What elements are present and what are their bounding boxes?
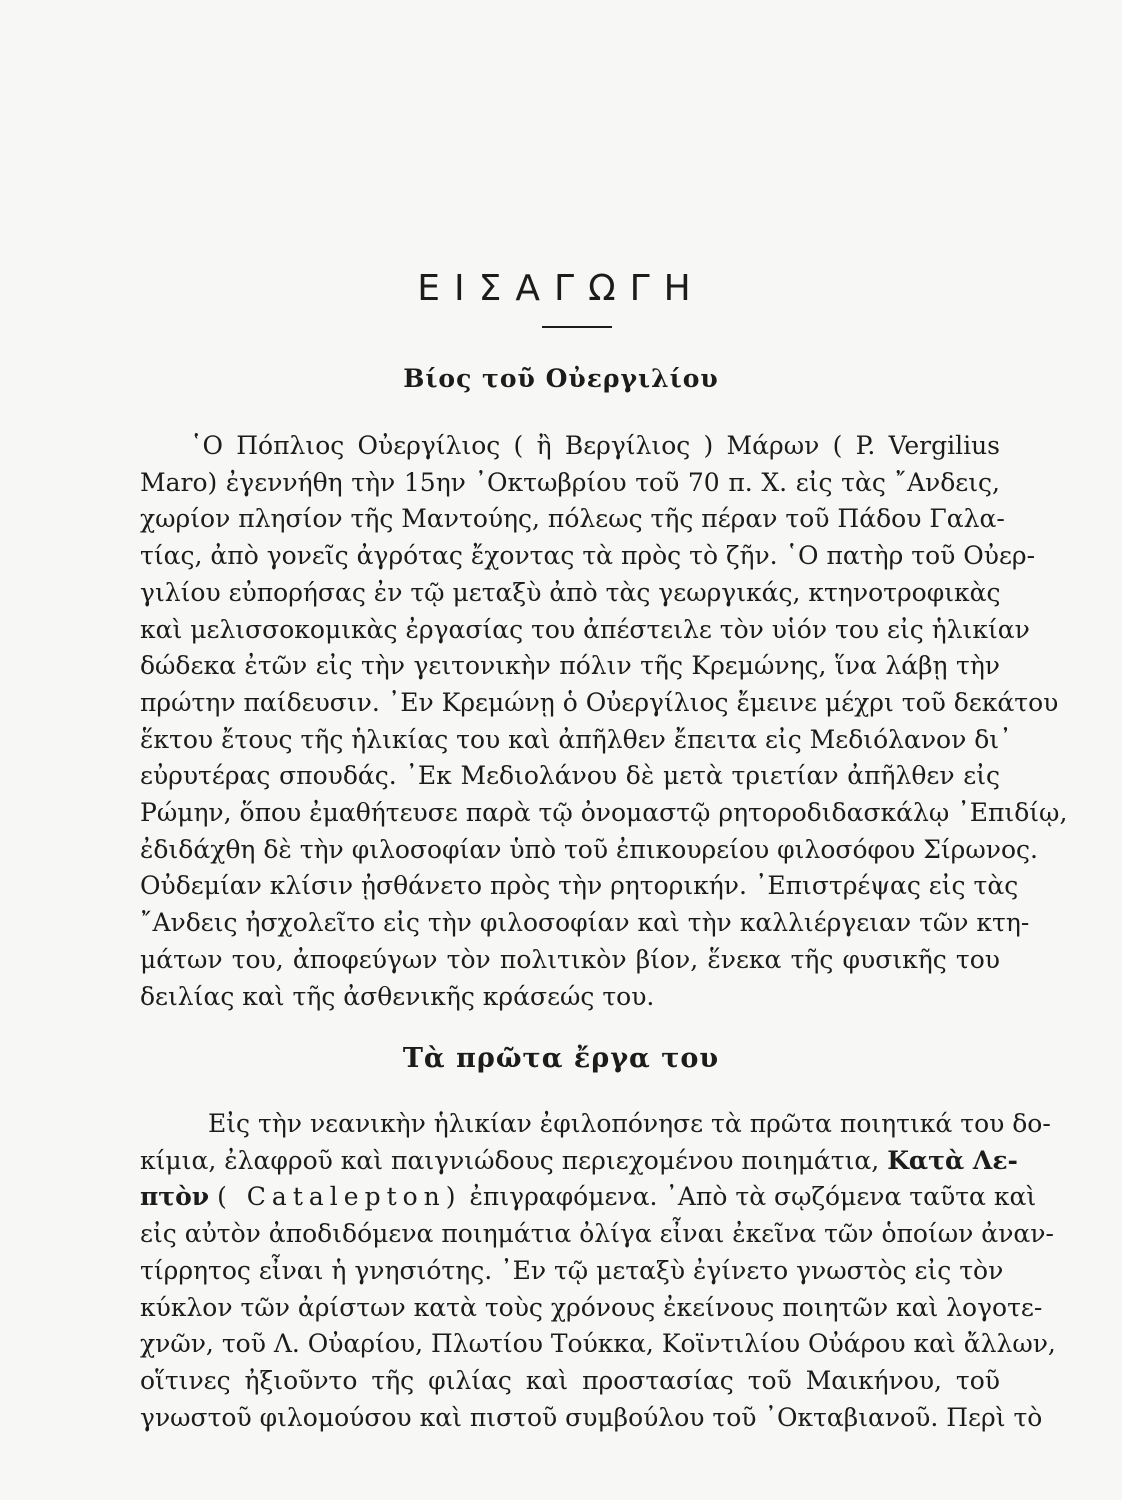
text-line: δώδεκα ἐτῶν εἰς τὴν γειτονικὴν πόλιν τῆς Κρεμώνης, ἵνα λάβῃ τὴν	[140, 651, 1000, 681]
text-line: Οὐδεμίαν κλίσιν ᾐσθάνετο πρὸς τὴν ρητορικήν. ᾿Επιστρέψας εἰς τὰς	[140, 871, 1019, 901]
text-line: τίρρητος εἶναι ἡ γνησιότης. ᾿Εν τῷ μεταξὺ ἐγίνετο γνωστὸς εἰς τὸν	[140, 1255, 1004, 1285]
text-line	[140, 1179, 1037, 1216]
paragraph-early-works	[140, 1106, 1056, 1436]
section-heading-life: Βίος τοῦ Οὐεργιλίου	[403, 364, 719, 393]
section-heading-early-works: Τὰ πρῶτα ἔργα του	[402, 1043, 720, 1074]
text-line	[140, 1143, 1018, 1180]
bold-title: Κατὰ Λε-	[887, 1145, 1018, 1175]
text-line: χωρίον πλησίον τῆς Μαντούης, πόλεως τῆς πέραν τοῦ Πάδου Γαλα-	[140, 504, 1005, 534]
text-segment: κίμια, ἐλαφροῦ καὶ παιγνιώδους περιεχομένου ποιημάτια,	[140, 1145, 880, 1175]
bold-title: πτὸν	[140, 1182, 210, 1212]
text-line: καὶ μελισσοκομικὰς ἐργασίας του ἀπέστειλε τὸν υἱόν του εἰς ἡλικίαν	[140, 614, 1030, 644]
text-line: τίας, ἀπὸ γονεῖς ἀγρότας ἔχοντας τὰ πρὸς τὸ ζῆν. ῾Ο πατὴρ τοῦ Οὐερ-	[140, 541, 1036, 571]
paragraph-life	[140, 428, 1068, 1015]
text-line: Maro) ἐγεννήθη τὴν 15ην ᾿Οκτωβρίου τοῦ 70 π. Χ. εἰς τὰς ῎Ανδεις,	[140, 467, 1000, 497]
text-line: δειλίας καὶ τῆς ἀσθενικῆς κράσεώς του.	[140, 981, 655, 1011]
text-line: ἐδιδάχθη δὲ τὴν φιλοσοφίαν ὑπὸ τοῦ ἐπικουρείου φιλοσόφου Σίρωνος.	[140, 834, 1038, 864]
text-line: κύκλον τῶν ἀρίστων κατὰ τοὺς χρόνους ἐκείνους ποιητῶν καὶ λογοτε-	[140, 1292, 1043, 1322]
text-line: εἰς αὐτὸν ἀποδιδόμενα ποιημάτια ὀλίγα εἶναι ἐκεῖνα τῶν ὁποίων ἀναν-	[140, 1219, 1054, 1249]
text-line: πρώτην παίδευσιν. ᾿Εν Κρεμώνῃ ὁ Οὐεργίλιος ἔμεινε μέχρι τοῦ δεκάτου	[140, 687, 1059, 717]
text-line: γνωστοῦ φιλομούσου καὶ πιστοῦ συμβούλου τοῦ ᾿Οκταβιανοῦ. Περὶ τὸ	[140, 1402, 1043, 1432]
text-line: γιλίου εὐπορήσας ἐν τῷ μεταξὺ ἀπὸ τὰς γεωργικάς, κτηνοτροφικὰς	[140, 577, 1001, 607]
text-line: Εἰς τὴν νεανικὴν ἡλικίαν ἐφιλοπόνησε τὰ πρῶτα ποιητικά του δο-	[208, 1109, 1051, 1138]
text-line: Ρώμην, ὅπου ἐμαθήτευσε παρὰ τῷ ὀνομαστῷ ρητοροδιδασκάλῳ ᾿Επιδίῳ,	[140, 798, 1068, 828]
text-line: ἕκτου ἔτους τῆς ἡλικίας του καὶ ἀπῆλθεν ἔπειτα εἰς Μεδιόλανον δι᾿	[140, 724, 1012, 754]
text-line: ῾Ο Πόπλιος Οὐεργίλιος ( ἢ Βεργίλιος ) Μάρων ( P. Vergilius	[190, 431, 1000, 460]
text-line: ῎Ανδεις ἠσχολεῖτο εἰς τὴν φιλοσοφίαν καὶ τὴν καλλιέργειαν τῶν κτη-	[140, 908, 1030, 938]
text-line: οἵτινες ἠξιοῦντο τῆς φιλίας καὶ προστασίας τοῦ Μαικήνου, τοῦ	[140, 1365, 1000, 1395]
latin-title: ( Catalepton)	[217, 1182, 462, 1212]
text-line: χνῶν, τοῦ Λ. Οὐαρίου, Πλωτίου Τούκκα, Κοϊντιλίου Οὐάρου καὶ ἄλλων,	[140, 1329, 1056, 1359]
text-segment: ἐπιγραφόμενα. ᾿Απὸ τὰ σῳζόμενα ταῦτα καὶ	[469, 1182, 1037, 1212]
title-rule	[542, 326, 612, 328]
chapter-title: ΕΙΣΑΓΩΓΗ	[417, 268, 705, 309]
text-line: εὐρυτέρας σπουδάς. ᾿Εκ Μεδιολάνου δὲ μετὰ τριετίαν ἀπῆλθεν εἰς	[140, 761, 1000, 791]
text-line: μάτων του, ἀποφεύγων τὸν πολιτικὸν βίον, ἕνεκα τῆς φυσικῆς του	[140, 944, 1000, 974]
